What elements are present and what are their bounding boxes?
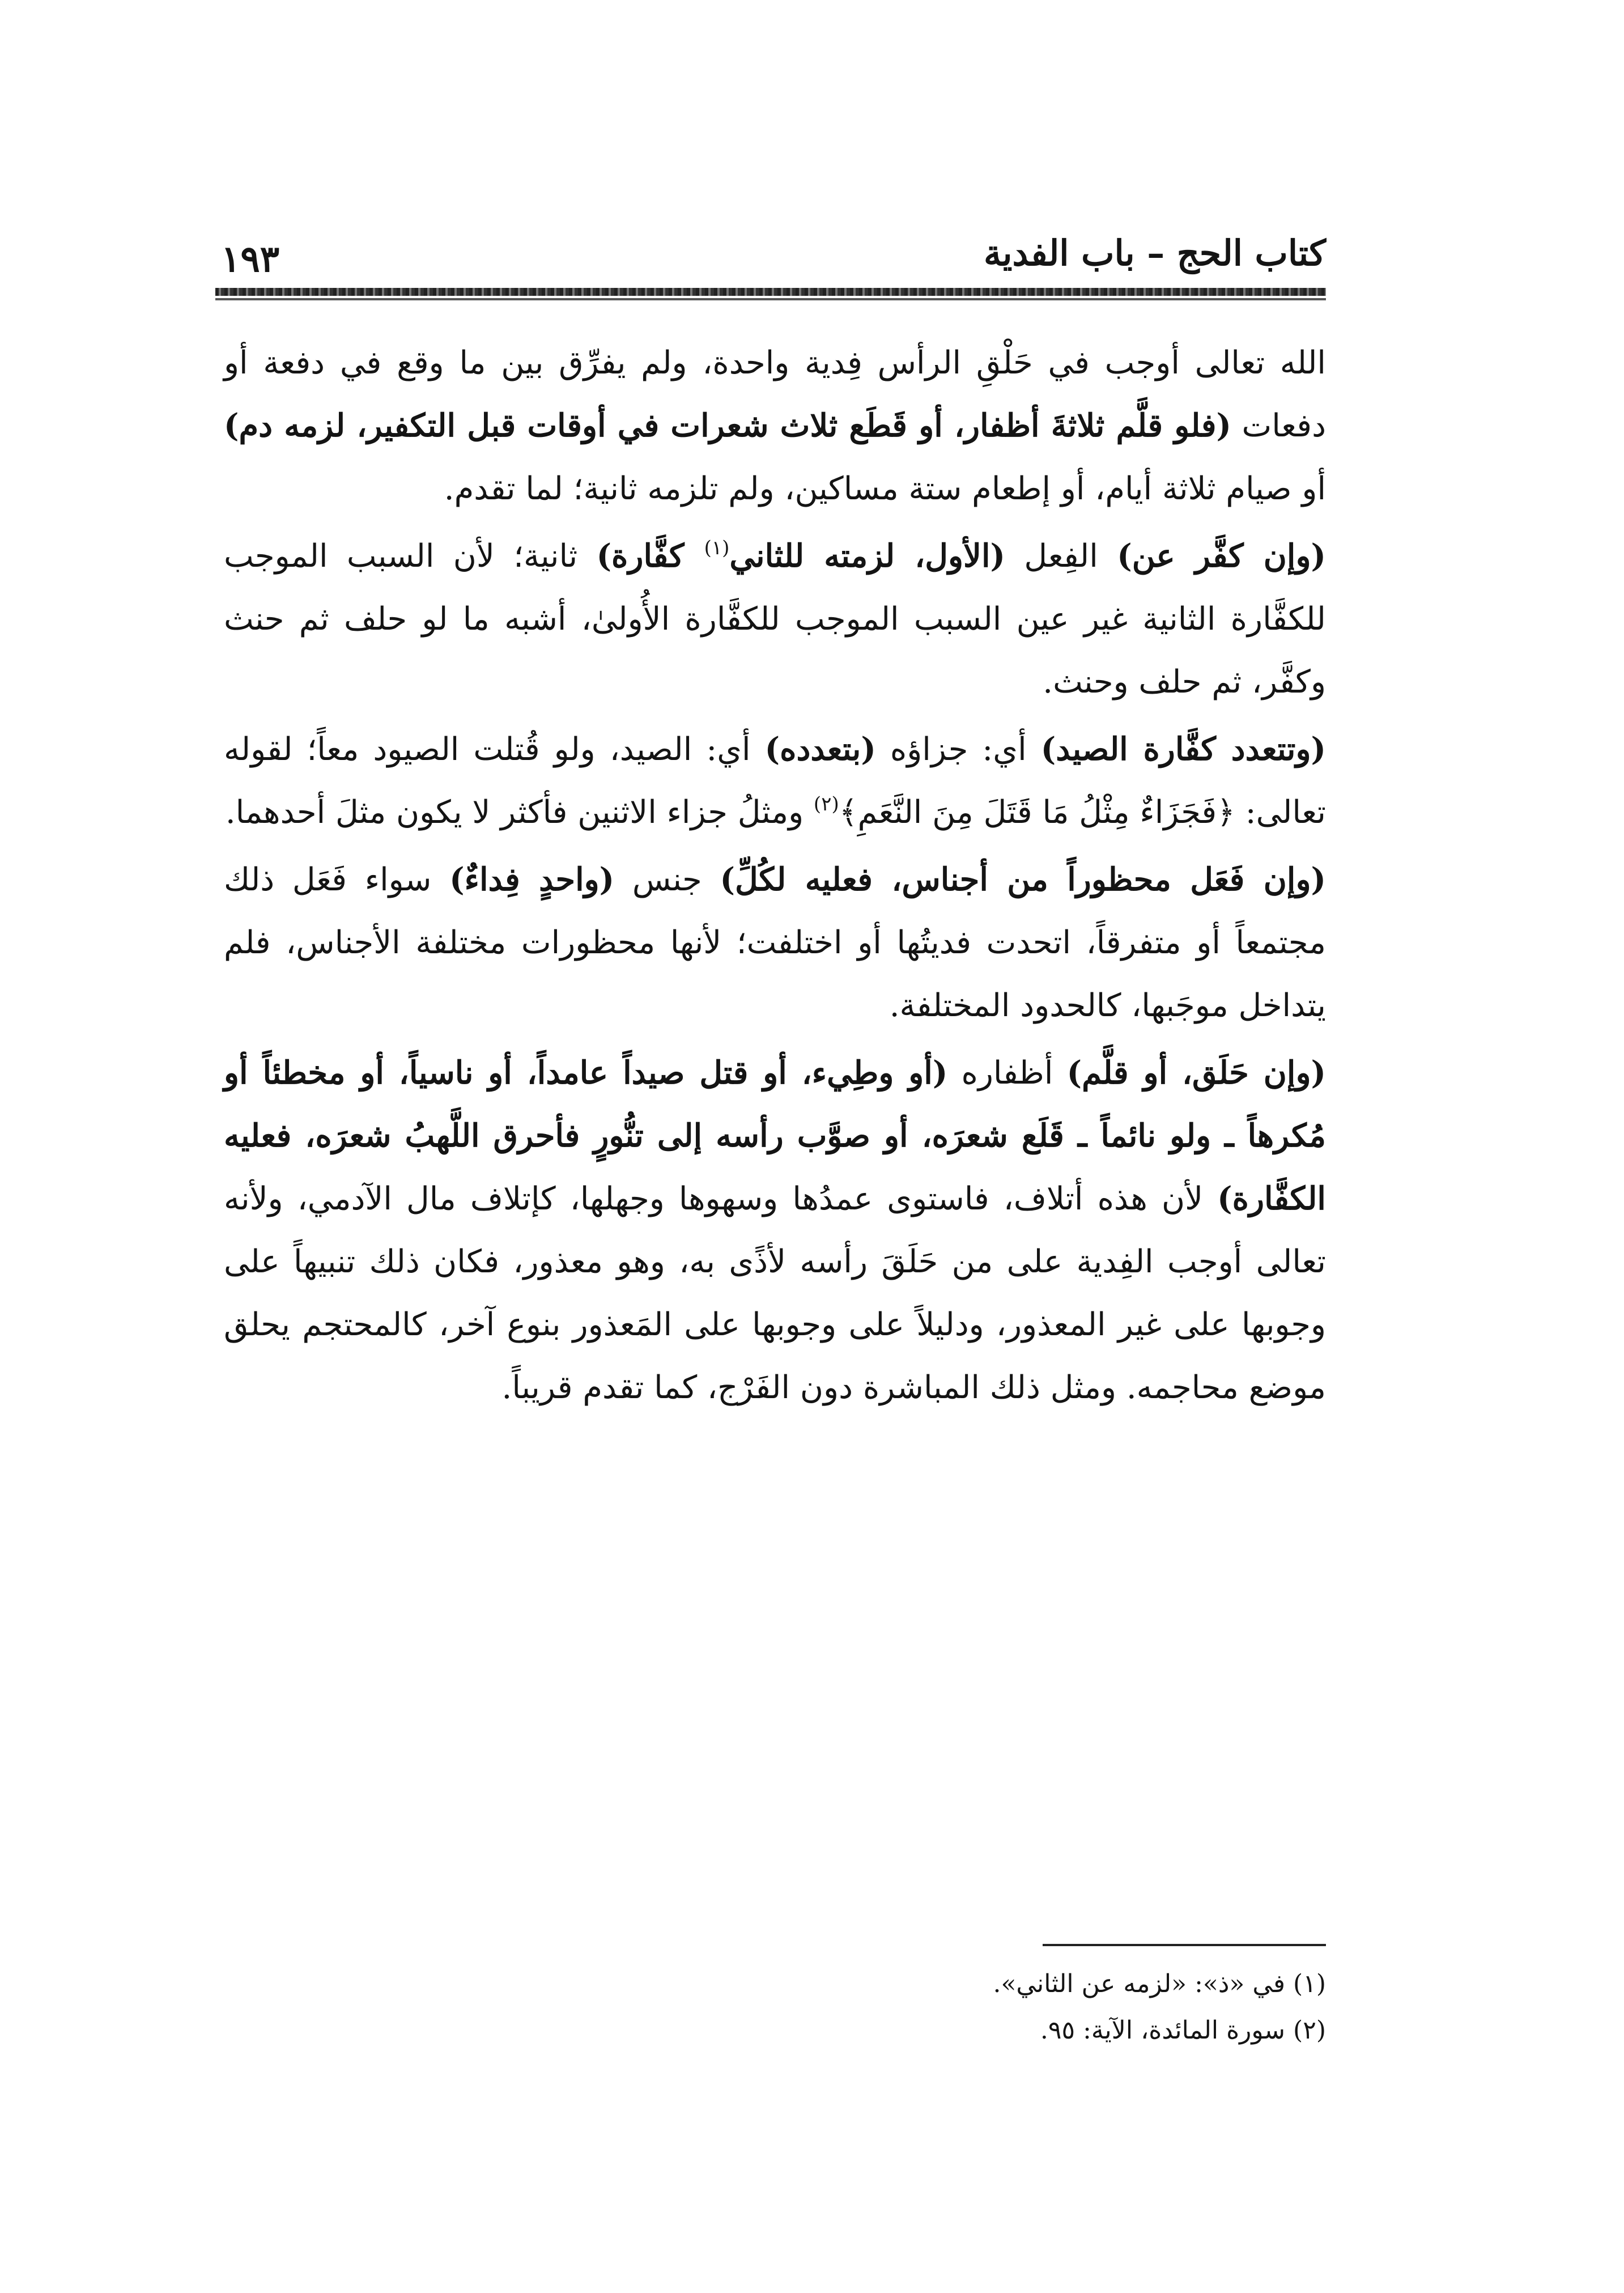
text-run: أي: جزاؤه bbox=[875, 731, 1041, 768]
footnote-1: (١) في «ذ»: «لزمه عن الثاني». bbox=[993, 1969, 1326, 1998]
text-run: سواء فَعَل ذلك مجتمعاً أو متفرقاً، اتحدت فديتُها أو اختلفت؛ لأنها محظورات مختلفة الأجناس، فلم يتداخل موجَبها، كالحدود المختلفة. bbox=[224, 861, 1326, 1024]
bold-text-run: (واحدٍ فِداءٌ) bbox=[449, 861, 615, 898]
text-run: الفِعل bbox=[1005, 538, 1117, 575]
bold-text-run: (أو وطِيء، أو قتل صيداً عامداً، أو ناسياً، أو مخطئاً أو مُكرهاً ـ ولو نائماً ـ قَلَع شعرَه، أو صوَّب رأسه إلى تنُّورٍ فأحرق اللَّهبُ شعرَه، فعليه الكفَّارة) bbox=[224, 1054, 1327, 1217]
paragraph-1 bbox=[224, 332, 1326, 520]
text-run: أو صيام ثلاثة أيام، أو إطعام ستة مساكين، ولم تلزمه ثانية؛ لما تقدم. bbox=[444, 470, 1326, 507]
bold-text-run: (وإن حَلَق، أو قلَّم) bbox=[1066, 1054, 1326, 1092]
running-title: كتاب الحج – باب الفدية bbox=[983, 232, 1326, 274]
bold-text-run: كفَّارة) bbox=[596, 537, 704, 575]
bold-text-run: (فلو قلَّم ثلاثةَ أظفار، أو قَطَع ثلاث شعرات في أوقات قبل التكفير، لزمه دم) bbox=[224, 407, 1232, 444]
footnote-2: (٢) سورة المائدة، الآية: ٩٥. bbox=[1040, 2016, 1326, 2045]
body-text bbox=[224, 332, 1326, 1424]
page-header bbox=[221, 232, 1326, 281]
bold-text-run: (وإن فَعَل محظوراً من أجناس، فعليه لكُلِّ) bbox=[720, 861, 1327, 898]
bold-text-run: (وتتعدد كفَّارة الصيد) bbox=[1040, 731, 1326, 768]
paragraph-2 bbox=[224, 525, 1326, 714]
text-run: أظفاره bbox=[947, 1055, 1067, 1092]
paragraph-3 bbox=[224, 718, 1326, 844]
footnote-ref: (١) bbox=[704, 537, 730, 559]
bold-text-run: (بتعدده) bbox=[764, 731, 876, 768]
paragraph-4 bbox=[224, 848, 1326, 1037]
text-run: جنس bbox=[614, 861, 720, 898]
paragraph-5 bbox=[224, 1042, 1326, 1419]
header-ornament-rule bbox=[215, 288, 1326, 296]
text-run: ومثلُ جزاء الاثنين فأكثر لا يكون مثلَ أحدهما. bbox=[225, 794, 814, 831]
text-run: لأن هذه أتلاف، فاستوى عمدُها وسهوها وجهلها، كإتلاف مال الآدمي، ولأنه تعالى أوجب الفِدية على من حَلَقَ رأسه لأذًى به، وهو معذور، فكان ذلك تنبيهاً على وجوبها على غير المعذور، ودليلاً على وجوبها على المَعذور بنوع آخر، كالمحتجم يحلق موضع محاجمه. ومثل ذلك المباشرة دون الفَرْج، كما تقدم قريباً. bbox=[224, 1181, 1326, 1406]
bold-text-run: (الأول، لزمته للثاني bbox=[729, 537, 1006, 575]
footnote-ref: (٢) bbox=[813, 793, 839, 816]
text-run: الله تعالى أوجب في حَلْقِ الرأس فِدية واحدة، ولم يفرِّق بين ما وقع في دفعة أو دفعات bbox=[224, 345, 1327, 444]
bold-text-run: (وإن كفَّر عن) bbox=[1117, 537, 1327, 575]
footnotes bbox=[224, 1961, 1326, 2054]
page-number: ١٩٣ bbox=[221, 238, 280, 281]
header-rule bbox=[215, 298, 1326, 300]
text-run: ثانية؛ لأن السبب الموجب للكفَّارة الثانية غير عين السبب الموجب للكفَّارة الأُولىٰ، أشبه ما لو حلف ثم حنث وكفَّر، ثم حلف وحنث. bbox=[224, 538, 1326, 700]
text-run: أي: الصيد، ولو قُتلت الصيود معاً؛ لقوله تعالى: ﴿فَجَزَاءٌ مِثْلُ مَا قَتَلَ مِنَ النَّعَمِ﴾ bbox=[224, 731, 1326, 831]
footnote-rule bbox=[1043, 1944, 1326, 1946]
